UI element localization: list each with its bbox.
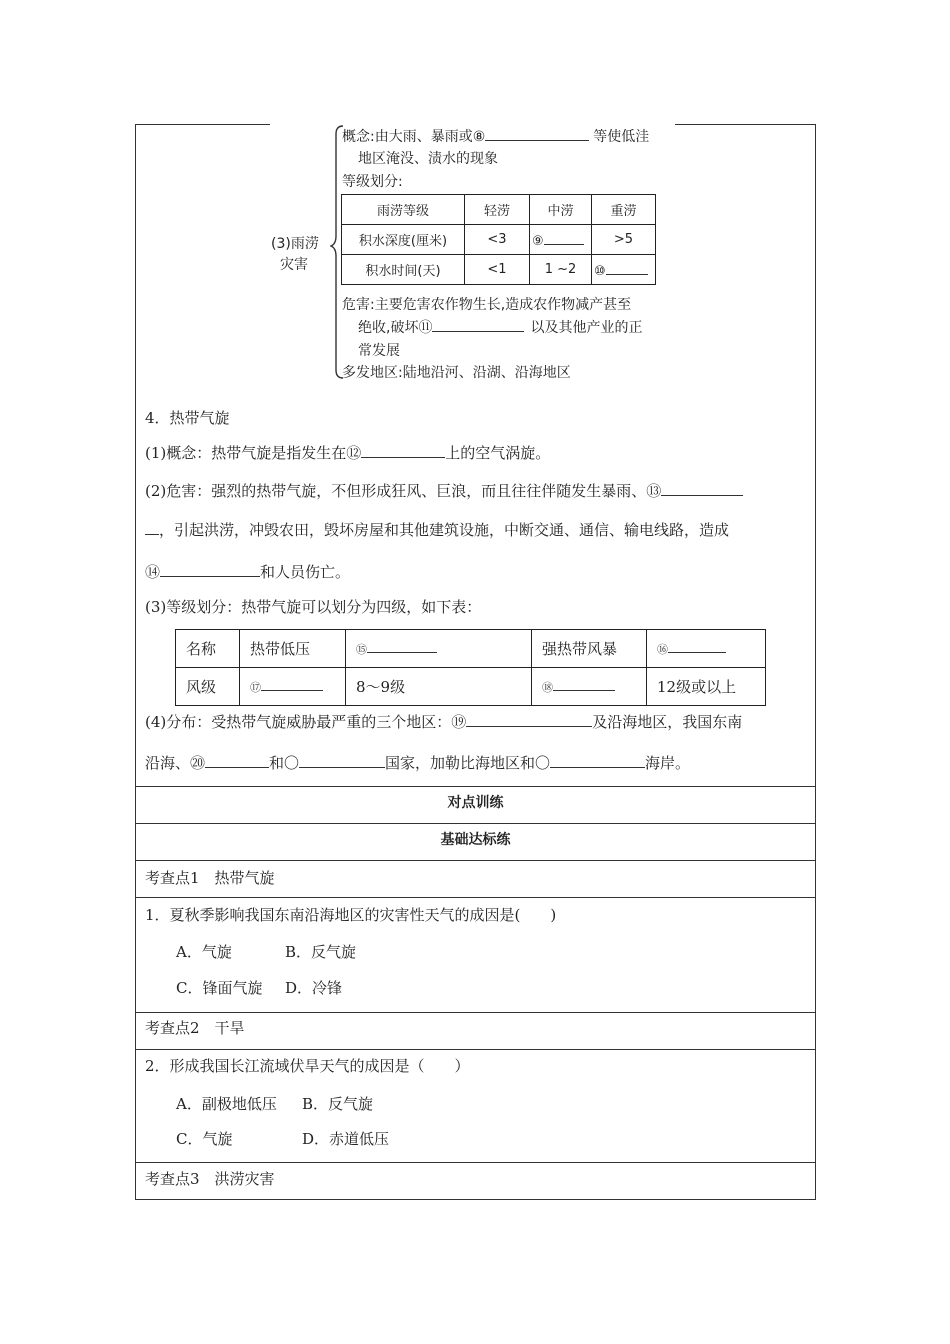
- training-title: 对点训练: [447, 795, 504, 811]
- divider: [135, 823, 816, 824]
- flood-grade-table: [341, 194, 656, 285]
- cyclone-harm-line3: [145, 561, 350, 582]
- blank-22: [550, 753, 645, 768]
- blank-17-num: ⑰: [250, 680, 261, 694]
- header-light: 轻涝: [465, 195, 530, 225]
- blank-16: [668, 642, 726, 653]
- row-time-heavy: [592, 255, 656, 285]
- flood-harm-line2: [358, 317, 642, 337]
- header-grade: 雨涝等级: [342, 195, 465, 225]
- table-row: [342, 225, 656, 255]
- blank-19: [466, 712, 592, 727]
- q2-option-d[interactable]: D．赤道低压: [302, 1130, 390, 1148]
- divider: [135, 786, 816, 787]
- flood-harm-text-b: 绝收,破坏⑪: [358, 320, 433, 336]
- cell-blank-17: [240, 668, 346, 706]
- table-row: [342, 255, 656, 285]
- section-label-2: 灾害: [280, 257, 308, 273]
- cyclone-harm-line1: [145, 480, 743, 501]
- cyclone-harm-text-c: 和人员伤亡。: [260, 563, 351, 581]
- blank-17: [261, 680, 323, 691]
- blank-12: [361, 443, 445, 458]
- blank-10-num: ⑩: [594, 264, 606, 279]
- blank-13: [661, 481, 743, 496]
- row-depth-label: 积水深度(厘米): [342, 225, 465, 255]
- row-depth-light: <3: [465, 225, 530, 255]
- cell-wind-8-9: 8～9级: [346, 668, 532, 706]
- flood-harm-line1: 危害:主要危害农作物生长,造成农作物减产甚至: [342, 297, 632, 313]
- cell-name-label: 名称: [176, 630, 240, 668]
- q2-option-c[interactable]: C．气旋: [176, 1130, 233, 1148]
- q1-option-d[interactable]: D．冷锋: [285, 979, 343, 997]
- flood-grade-title: 等级划分:: [342, 174, 403, 190]
- row-time-medium: 1 ~2: [530, 255, 592, 285]
- q2-option-a[interactable]: A．副极地低压: [176, 1095, 277, 1113]
- flood-harm-line3: 常发展: [358, 343, 400, 359]
- divider: [135, 1162, 816, 1163]
- divider: [135, 897, 816, 898]
- point-3: 考查点3 洪涝灾害: [145, 1170, 275, 1188]
- cyclone-dist-line2: [145, 752, 690, 773]
- blank-15-num: ⑮: [356, 642, 367, 656]
- blank-9: [544, 230, 584, 245]
- blank-20: [205, 753, 269, 768]
- question-2: 2．形成我国长江流域伏旱天气的成因是（ ）: [145, 1057, 470, 1075]
- cyclone-dist-text-d: 和〇: [269, 754, 300, 772]
- header-medium: 中涝: [530, 195, 592, 225]
- cyclone-concept: [145, 442, 550, 463]
- flood-concept-text-b: 等使低洼: [593, 129, 650, 145]
- cyclone-dist-text-b: 及沿海地区，我国东南: [592, 713, 743, 731]
- cyclone-harm-text-b: ，引起洪涝，冲毁农田，毁坏房屋和其他建筑设施，中断交通、通信、输电线路，造成: [159, 521, 730, 539]
- cell-wind-label: 风级: [176, 668, 240, 706]
- point-1: 考查点1 热带气旋: [145, 869, 275, 887]
- flood-harm-text-c: 以及其他产业的正: [530, 320, 643, 336]
- q1-option-b[interactable]: B．反气旋: [285, 943, 357, 961]
- blank-18-num: ⑱: [542, 680, 553, 694]
- divider: [135, 860, 816, 861]
- divider: [135, 1049, 816, 1050]
- cyclone-grade-intro: (3)等级划分：热带气旋可以划分为四级，如下表：: [145, 598, 482, 616]
- row-depth-medium: [530, 225, 592, 255]
- row-time-light: <1: [465, 255, 530, 285]
- header-heavy: 重涝: [592, 195, 656, 225]
- blank-13-cont: [145, 520, 159, 535]
- blank-15: [367, 642, 437, 653]
- blank-21: [299, 753, 385, 768]
- q2-option-b[interactable]: B．反气旋: [302, 1095, 374, 1113]
- cell-blank-15: [346, 630, 532, 668]
- cyclone-concept-text-a: (1)概念：热带气旋是指发生在⑫: [145, 444, 362, 462]
- blank-16-num: ⑯: [657, 642, 668, 656]
- flood-concept-line2: 地区淹没、渍水的现象: [358, 151, 498, 167]
- cyclone-dist-text-e: 国家，加勒比海地区和〇: [385, 754, 551, 772]
- q1-option-c[interactable]: C．锋面气旋: [176, 979, 263, 997]
- divider: [135, 1012, 816, 1013]
- cell-blank-18: [532, 668, 647, 706]
- blank-18: [553, 680, 615, 691]
- point-2: 考查点2 干旱: [145, 1019, 245, 1037]
- flood-area: 多发地区:陆地沿河、沿湖、沿海地区: [342, 365, 571, 381]
- blank-11: [432, 317, 524, 332]
- cyclone-heading: 4．热带气旋: [145, 409, 230, 427]
- cell-tropical-depression: 热带低压: [240, 630, 346, 668]
- flood-concept: [342, 126, 649, 146]
- cyclone-dist-text-f: 海岸。: [645, 754, 691, 772]
- cyclone-dist-line1: [145, 711, 742, 732]
- row-depth-heavy: >5: [592, 225, 656, 255]
- cell-blank-16: [647, 630, 766, 668]
- blank-9-num: ⑨: [532, 234, 544, 249]
- flood-concept-text-a: 概念:由大雨、暴雨或⑧: [342, 129, 486, 145]
- row-time-label: 积水时间(天): [342, 255, 465, 285]
- cyclone-harm-line2: [145, 519, 729, 540]
- cyclone-grade-table: [175, 629, 766, 706]
- q1-option-a[interactable]: A．气旋: [176, 943, 232, 961]
- blank-14: [160, 562, 260, 577]
- cyclone-dist-text-a: (4)分布：受热带气旋威胁最严重的三个地区：⑲: [145, 713, 467, 731]
- blank-14-num: ⑭: [145, 563, 161, 581]
- cyclone-harm-text-a: (2)危害：强烈的热带气旋，不但形成狂风、巨浪，而且往往伴随发生暴雨、⑬: [145, 482, 662, 500]
- section-label-1: (3)雨涝: [271, 236, 319, 252]
- question-1: 1．夏秋季影响我国东南沿海地区的灾害性天气的成因是( ): [145, 906, 557, 924]
- cell-wind-12-up: 12级或以上: [647, 668, 766, 706]
- table-row: [176, 668, 766, 706]
- table-row: [342, 195, 656, 225]
- cyclone-dist-text-c: 沿海、⑳: [145, 754, 206, 772]
- training-subtitle: 基础达标练: [440, 832, 511, 848]
- cell-severe-storm: 强热带风暴: [532, 630, 647, 668]
- cyclone-concept-text-b: 上的空气涡旋。: [445, 444, 551, 462]
- table-row: [176, 630, 766, 668]
- blank-8: [485, 126, 589, 141]
- blank-10: [606, 260, 648, 275]
